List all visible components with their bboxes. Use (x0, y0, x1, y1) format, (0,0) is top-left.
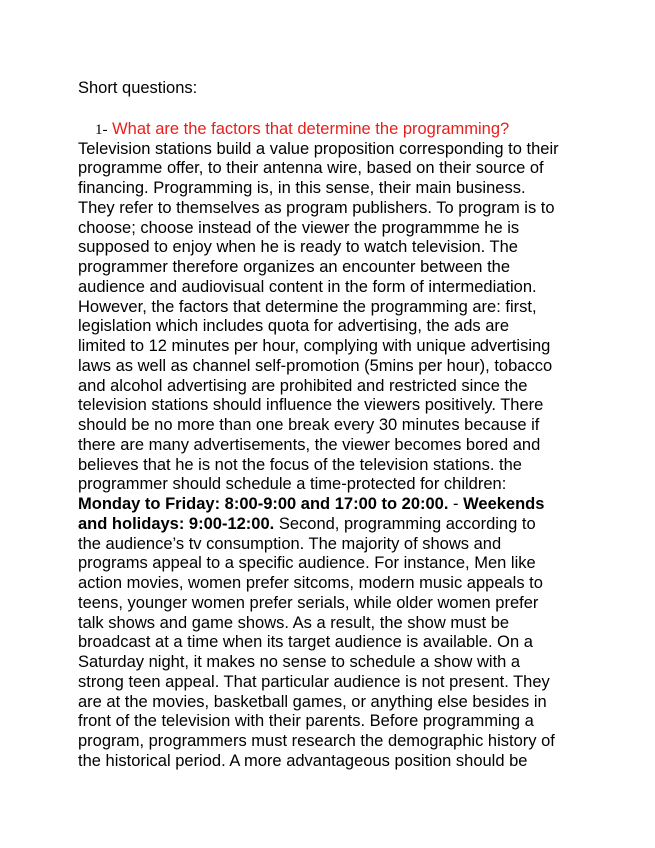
answer-line (78, 179, 648, 199)
answer-line (78, 436, 648, 456)
answer-line (78, 515, 648, 535)
answer-text: programmer therefore organizes an encounter between the (78, 258, 511, 276)
answer-text: broadcast at a time when its target audience is available. On a (78, 633, 533, 652)
answer-text: strong teen appeal. That particular audience is not present. They (78, 672, 550, 691)
answer-line (78, 495, 648, 515)
answer-text: there are many advertisements, the viewer becomes bored and (78, 435, 541, 454)
answer-bold-text: and holidays: 9:00-12:00. (78, 514, 275, 533)
answer-text: choose; choose instead of the viewer the programmme he is (78, 218, 520, 237)
answer-text: programme offer, to their antenna wire, based on their source of (78, 159, 544, 178)
answer-line (78, 377, 648, 397)
answer-text: - (448, 495, 464, 513)
answer-line (78, 574, 648, 594)
answer-text: financing. Programming is, in this sense, their main business. (78, 179, 526, 197)
section-heading: Short questions: (78, 79, 198, 97)
answer-text: and alcohol advertising are prohibited and restricted since the (78, 376, 528, 395)
answer-line (78, 653, 648, 673)
answer-text: believes that he is not the focus of the television stations. the (78, 455, 522, 474)
answer-line (78, 416, 648, 436)
answer-text: are at the movies, basketball games, or anything else besides in (78, 692, 547, 711)
answer-text: laws as well as channel self-promotion (5mins per hour), tobacco (78, 356, 553, 375)
answer-line (78, 337, 648, 357)
answer-line (78, 396, 648, 416)
answer-bold-text: Monday to Friday: 8:00-9:00 and 17:00 to 20:00. (78, 495, 449, 513)
answer-line (78, 317, 648, 337)
answer-line (78, 159, 648, 179)
answer-text: teens, younger women prefer serials, while older women prefer (78, 593, 539, 612)
answer-line (78, 732, 648, 752)
answer-text: should be no more than one break every 30 minutes because if (78, 416, 540, 434)
answer-text: programs appeal to a specific audience. For instance, Men like (78, 554, 536, 573)
answer-text: action movies, women prefer sitcoms, modern music appeals to (78, 574, 543, 592)
answer-line (78, 238, 648, 258)
answer-text: However, the factors that determine the programming are: first, (78, 297, 537, 316)
answer-line (78, 693, 648, 713)
answer-text: programmer should schedule a time-protected for children: (78, 475, 507, 494)
answer-text: They refer to themselves as program publishers. To program is to (78, 198, 555, 217)
question-item (95, 119, 509, 140)
answer-line (78, 258, 648, 278)
answer-text: limited to 12 minutes per hour, complying with unique advertising (78, 337, 551, 355)
answer-line (78, 633, 648, 653)
answer-line (78, 614, 648, 634)
answer-line (78, 278, 648, 298)
answer-line (78, 357, 648, 377)
answer-line (78, 456, 648, 476)
question-number: 1- (95, 122, 108, 138)
answer-line (78, 752, 648, 772)
answer-line (78, 554, 648, 574)
question-text: What are the factors that determine the programming? (112, 120, 510, 138)
answer-text: television stations should influence the viewers positively. There (78, 396, 544, 415)
answer-text: audience and audiovisual content in the form of intermediation. (78, 277, 537, 296)
answer-bold-text: Weekends (463, 495, 545, 513)
answer-line (78, 535, 648, 555)
answer-line (78, 199, 648, 219)
answer-line (78, 219, 648, 239)
answer-text: the historical period. A more advantageous position should be (78, 751, 528, 770)
answer-text: Saturday night, it makes no sense to schedule a show with a (78, 653, 521, 671)
answer-text: program, programmers must research the demographic history of (78, 732, 555, 750)
answer-text: supposed to enjoy when he is ready to watch television. The (78, 238, 518, 257)
answer-text: the audience’s tv consumption. The majority of shows and (78, 534, 502, 553)
answer-paragraph (78, 140, 648, 772)
answer-line (78, 475, 648, 495)
answer-line (78, 298, 648, 318)
answer-text: legislation which includes quota for advertising, the ads are (78, 317, 510, 336)
answer-line (78, 140, 648, 160)
answer-text: Second, programming according to (274, 514, 536, 533)
answer-text: front of the television with their parents. Before programming a (78, 712, 534, 731)
answer-line (78, 712, 648, 732)
answer-line (78, 673, 648, 693)
answer-line (78, 594, 648, 614)
answer-text: talk shows and game shows. As a result, the show must be (78, 613, 510, 632)
answer-text: Television stations build a value proposition corresponding to their (78, 139, 559, 158)
